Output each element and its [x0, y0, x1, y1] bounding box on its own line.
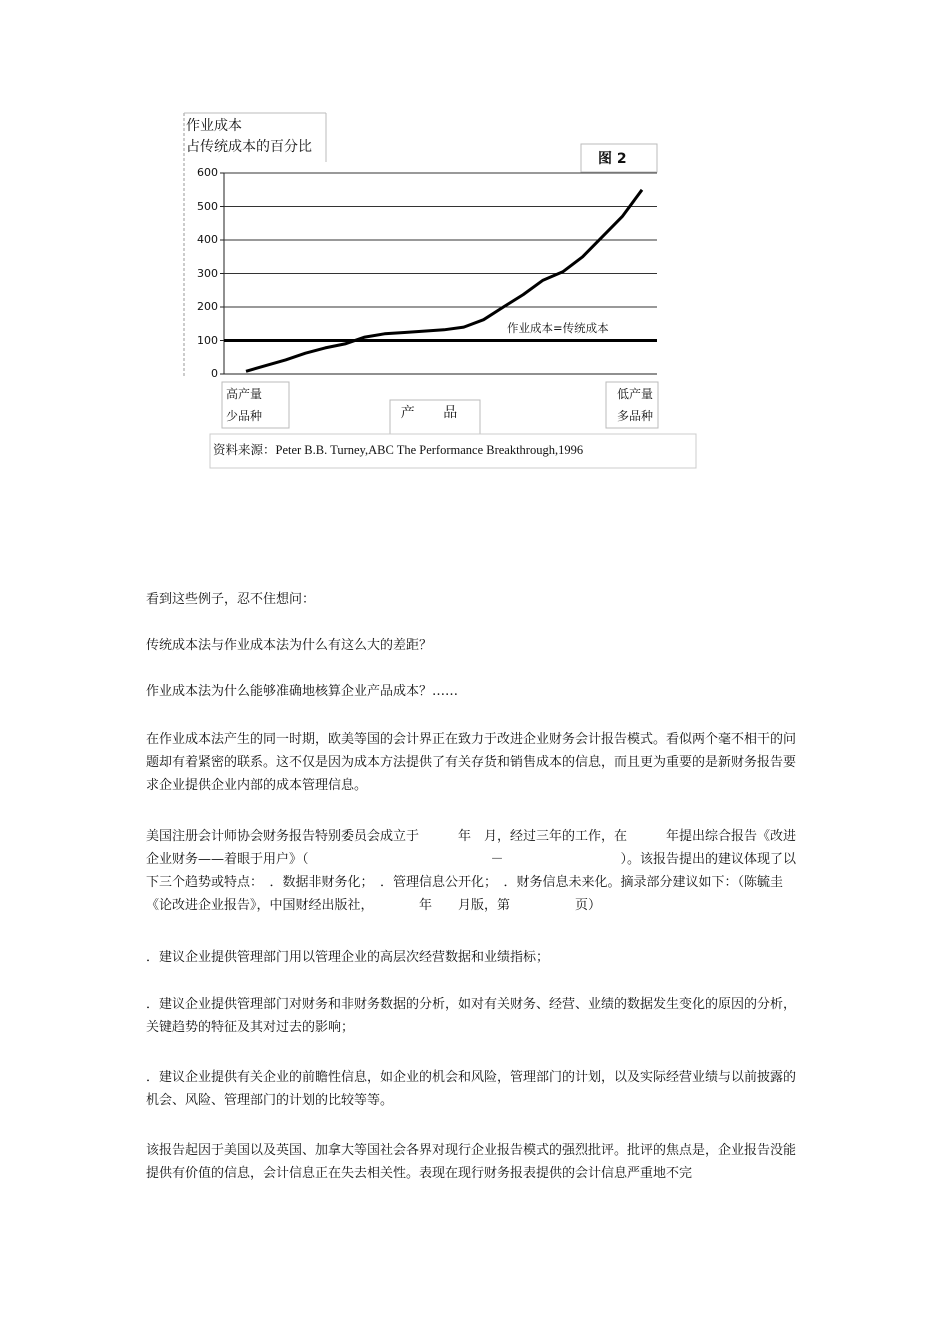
left-corner-label: [226, 383, 262, 427]
y-axis-label: [186, 116, 312, 158]
body-text-9: [146, 1139, 808, 1185]
body-text-8: [146, 1066, 808, 1112]
paragraph: ．建议企业提供管理部门用以管理企业的高层次经营数据和业绩指标；: [146, 950, 550, 965]
figure-2: [0, 0, 950, 480]
y-tick-label: 300: [197, 266, 218, 280]
y-tick-marks: [220, 173, 224, 374]
body-text-4: [146, 728, 808, 797]
figure-source: 资料来源：Peter B.B. Turney,ABC The Performance Breakthrough,1996: [213, 443, 584, 457]
right-corner-label: [617, 383, 653, 427]
body-text-3: [146, 680, 808, 703]
y-axis-label-line1: 作业成本: [186, 118, 242, 134]
y-tick-label: 0: [211, 367, 218, 380]
paragraph: 传统成本法与作业成本法为什么有这么大的差距？: [146, 638, 433, 653]
body-text-2: [146, 634, 808, 657]
left-corner-line2: 少品种: [226, 409, 263, 423]
paragraph: ．建议企业提供管理部门对财务和非财务数据的分析，如对有关财务、经营、业绩的数据发生变化的原因的分析，关键趋势的特征及其对过去的影响；: [146, 997, 797, 1035]
paragraph: 该报告起因于美国以及英国、加拿大等国社会各界对现行企业报告模式的强烈批评。批评的焦点是，企业报告没能提供有价值的信息，会计信息正在失去相关性。表现在现行财务报表提供的会计信息严重地不完: [146, 1143, 797, 1181]
body-text-7: [146, 993, 808, 1039]
body-text: [146, 588, 808, 611]
y-axis-label-line2: 占传统成本的百分比: [186, 139, 312, 155]
y-tick-label: 600: [197, 166, 218, 179]
right-corner-line1: 低产量: [617, 387, 654, 401]
series-line: [246, 190, 642, 371]
paragraph: 看到这些例子，忍不住想问：: [146, 592, 316, 607]
y-tick-label: 400: [197, 233, 218, 246]
reference-line-label: 作业成本=传统成本: [507, 321, 609, 335]
gridlines: [224, 173, 657, 341]
y-tick-label: 100: [197, 333, 218, 347]
paragraph: 在作业成本法产生的同一时期，欧美等国的会计界正在致力于改进企业财务会计报告模式。看似两个毫不相干的问题却有着紧密的联系。这不仅是因为成本方法提供了有关存货和销售成本的信息，而且更为重要的是新财务报告要求企业提供企业内部的成本管理信息。: [146, 732, 797, 793]
left-corner-line1: 高产量: [226, 387, 263, 401]
figure-number: 图 2: [598, 151, 627, 167]
paragraph: 美国注册会计师协会财务报告特别委员会成立于 年 月，经过三年的工作，在 年提出综合报告《改进企业财务——着眼于用户》（ － ）。该报告提出的建议体现了以下三个趋势或特点： ．数据非财务化； ．管理信息公开化； ．财务信息未来化。摘录部分建议如下：（陈毓圭《论改进企业报告》，中国财经出版社， 年 月版，第 页）: [146, 829, 797, 913]
paragraph: ．建议企业提供有关企业的前瞻性信息，如企业的机会和风险，管理部门的计划，以及实际经营业绩与以前披露的机会、风险、管理部门的计划的比较等等。: [146, 1070, 797, 1108]
right-corner-line2: 多品种: [617, 409, 654, 423]
body-text-5: [146, 825, 808, 917]
body-text-6: [146, 946, 808, 969]
x-axis-title: 产 品: [400, 405, 470, 421]
y-tick-label: 200: [197, 300, 218, 313]
y-tick-label: 500: [197, 199, 218, 213]
paragraph: 作业成本法为什么能够准确地核算企业产品成本？……: [146, 684, 459, 699]
